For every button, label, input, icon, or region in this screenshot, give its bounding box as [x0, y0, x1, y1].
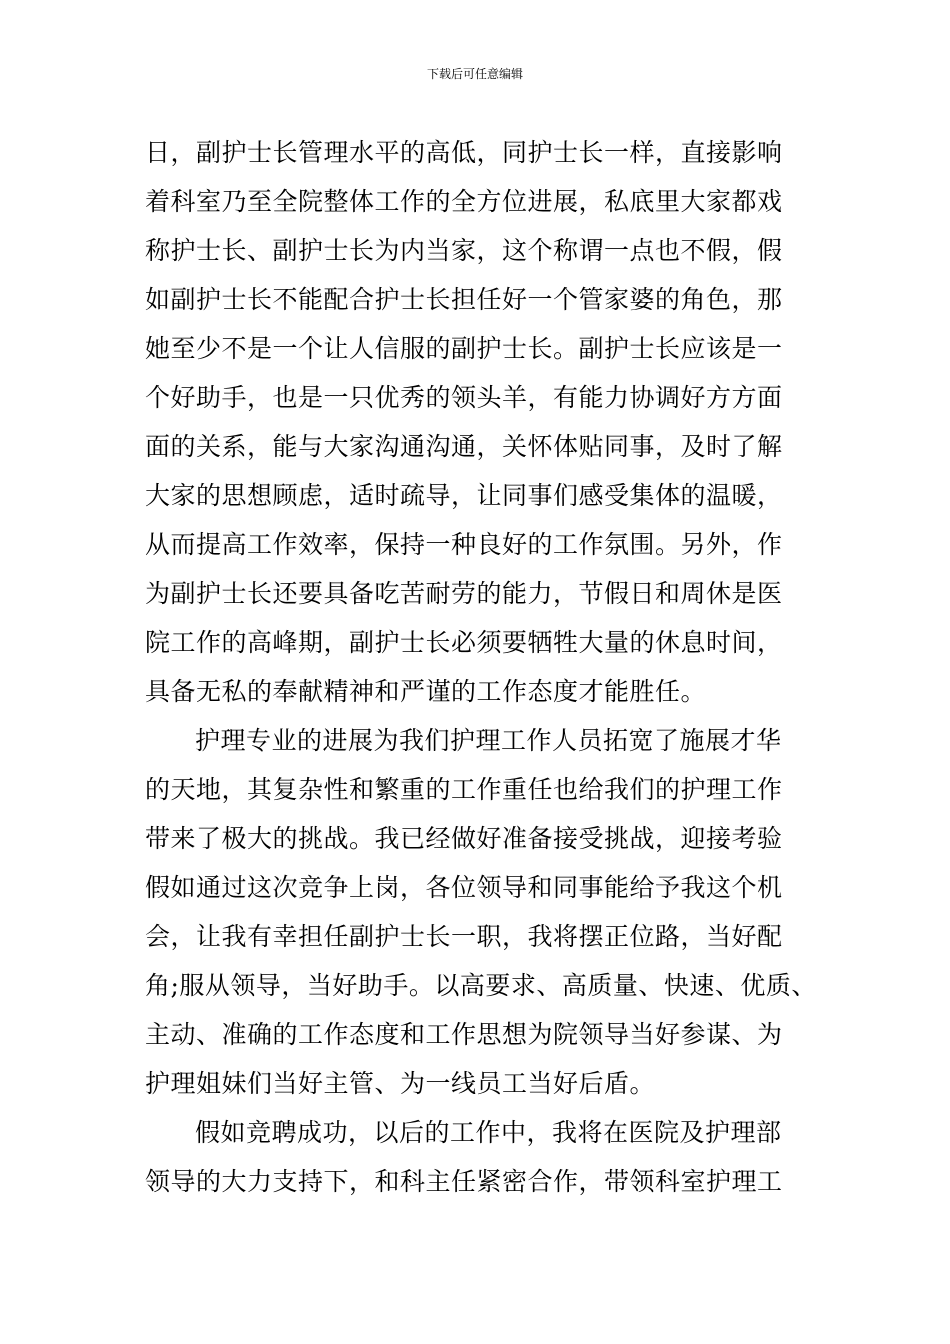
document-body	[145, 128, 815, 1206]
text-line: 称护士长、副护士长为内当家，这个称谓一点也不假，假	[145, 236, 783, 265]
paragraph-2	[145, 716, 815, 1108]
text-line: 为副护士长还要具备吃苦耐劳的能力，节假日和周休是医	[145, 579, 783, 608]
text-line: 角;服从领导，当好助手。以高要求、高质量、快速、优质、	[145, 971, 817, 1000]
paragraph-3	[145, 1108, 815, 1206]
text-line: 从而提高工作效率，保持一种良好的工作氛围。另外，作	[145, 530, 783, 559]
text-line-indented: 护理专业的进展为我们护理工作人员拓宽了施展才华	[195, 726, 782, 755]
paragraph-1	[145, 128, 815, 716]
text-line: 会，让我有幸担任副护士长一职，我将摆正位路，当好配	[145, 922, 783, 951]
text-line: 着科室乃至全院整体工作的全方位进展，私底里大家都戏	[145, 187, 783, 216]
text-line: 护理姐妹们当好主管、为一线员工当好后盾。	[145, 1069, 656, 1098]
text-line: 带来了极大的挑战。我已经做好准备接受挑战，迎接考验	[145, 824, 783, 853]
page-header: 下载后可任意编辑	[426, 67, 523, 81]
text-line: 如副护士长不能配合护士长担任好一个管家婆的角色，那	[145, 285, 783, 314]
text-line: 领导的大力支持下，和科主任紧密合作，带领科室护理工	[145, 1167, 783, 1196]
text-line: 面的关系，能与大家沟通沟通，关怀体贴同事，及时了解	[145, 432, 783, 461]
text-line: 日，副护士长管理水平的高低，同护士长一样，直接影响	[145, 138, 783, 167]
text-line: 个好助手，也是一只优秀的领头羊，有能力协调好方方面	[145, 383, 783, 412]
text-line: 的天地，其复杂性和繁重的工作重任也给我们的护理工作	[145, 775, 783, 804]
text-line: 大家的思想顾虑，适时疏导，让同事们感受集体的温暖，	[145, 481, 783, 510]
text-line: 假如通过这次竞争上岗，各位领导和同事能给予我这个机	[145, 873, 783, 902]
text-line-indented: 假如竞聘成功，以后的工作中，我将在医院及护理部	[195, 1118, 782, 1147]
text-line: 院工作的高峰期，副护士长必须要牺牲大量的休息时间，	[145, 628, 783, 657]
text-line: 她至少不是一个让人信服的副护士长。副护士长应该是一	[145, 334, 783, 363]
text-line: 具备无私的奉献精神和严谨的工作态度才能胜任。	[145, 677, 707, 706]
text-line: 主动、准确的工作态度和工作思想为院领导当好参谋、为	[145, 1020, 783, 1049]
